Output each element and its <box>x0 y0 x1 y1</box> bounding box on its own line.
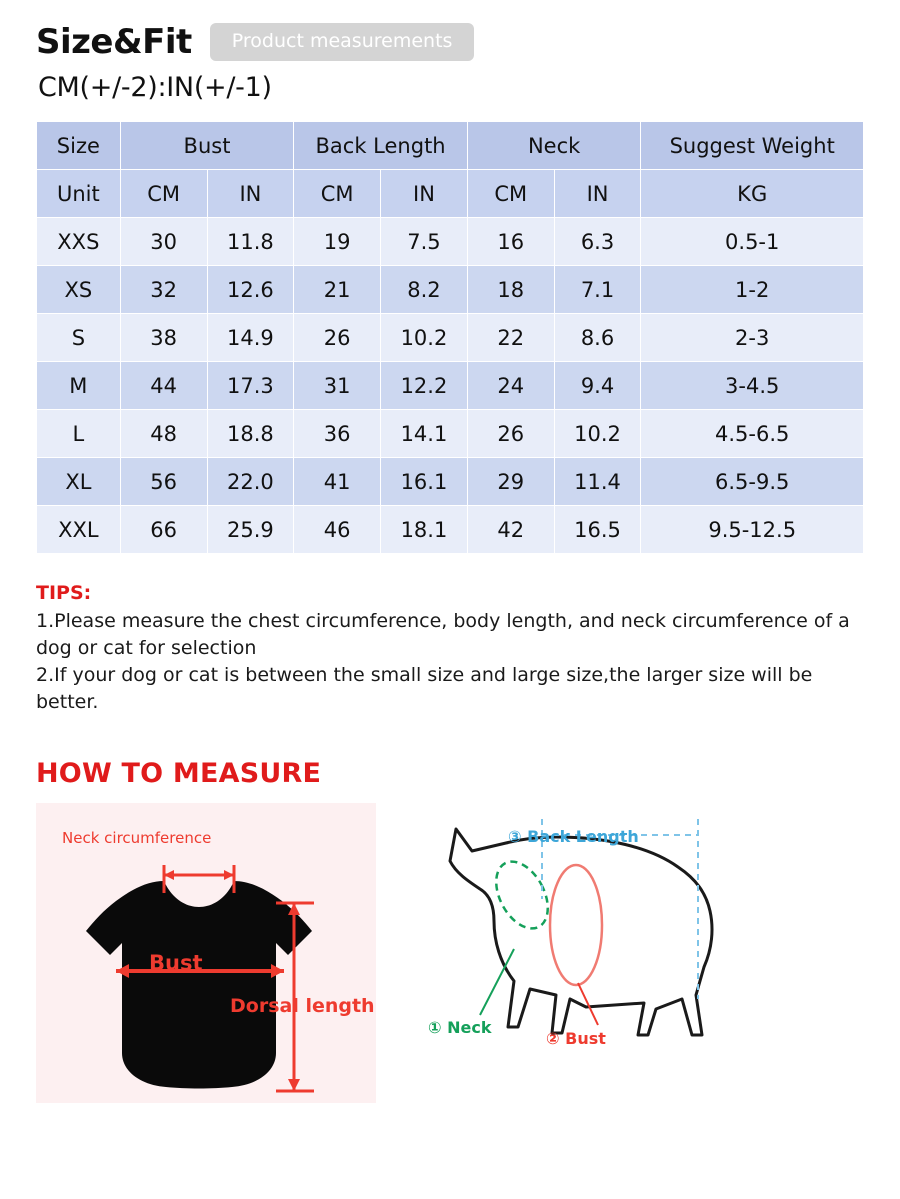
dog-diagram <box>410 803 810 1103</box>
cell-unit-back-cm: CM <box>294 170 381 218</box>
cell-bust-in: 12.6 <box>207 266 294 314</box>
label-bust: Bust <box>149 950 203 975</box>
cell-back-cm: 26 <box>294 314 381 362</box>
header-neck: Neck <box>467 122 641 170</box>
tips-heading: TIPS: <box>36 582 92 604</box>
cell-unit-back-in: IN <box>381 170 468 218</box>
cell-bust-cm: 66 <box>120 506 207 554</box>
table-row <box>37 362 864 410</box>
header-size: Size <box>37 122 121 170</box>
cell-neck-cm: 29 <box>467 458 554 506</box>
cell-size: XS <box>37 266 121 314</box>
how-to-measure-title: HOW TO MEASURE <box>36 757 322 789</box>
cell-neck-in: 8.6 <box>554 314 641 362</box>
product-measurements-badge: Product measurements <box>210 23 475 61</box>
table-header-row <box>37 122 864 170</box>
cell-bust-in: 18.8 <box>207 410 294 458</box>
cell-size: M <box>37 362 121 410</box>
table-row <box>37 458 864 506</box>
table-row <box>37 506 864 554</box>
garment-diagram <box>36 803 376 1103</box>
header-back-length: Back Length <box>294 122 468 170</box>
cell-bust-in: 25.9 <box>207 506 294 554</box>
cell-bust-in: 11.8 <box>207 218 294 266</box>
cell-weight: 4.5-6.5 <box>641 410 864 458</box>
table-row <box>37 314 864 362</box>
cell-bust-in: 14.9 <box>207 314 294 362</box>
cell-neck-in: 11.4 <box>554 458 641 506</box>
cell-neck-cm: 42 <box>467 506 554 554</box>
table-row <box>37 266 864 314</box>
cell-back-cm: 19 <box>294 218 381 266</box>
bust-measure-ellipse <box>550 865 602 985</box>
cell-back-in: 12.2 <box>381 362 468 410</box>
cell-size: XL <box>37 458 121 506</box>
cell-back-in: 18.1 <box>381 506 468 554</box>
cell-unit-neck-in: IN <box>554 170 641 218</box>
cell-bust-cm: 32 <box>120 266 207 314</box>
cell-size: XXL <box>37 506 121 554</box>
cell-unit-weight-kg: KG <box>641 170 864 218</box>
label-back-length: ③ Back Length <box>508 826 639 846</box>
cell-size: S <box>37 314 121 362</box>
cell-weight: 1-2 <box>641 266 864 314</box>
cell-neck-cm: 24 <box>467 362 554 410</box>
cell-neck-cm: 16 <box>467 218 554 266</box>
cell-back-cm: 46 <box>294 506 381 554</box>
dorsal-arrow-bottom <box>288 1079 300 1091</box>
garment-svg <box>36 803 376 1103</box>
label-bust-dog: ② Bust <box>546 1028 606 1048</box>
cell-bust-cm: 30 <box>120 218 207 266</box>
header-suggest-weight: Suggest Weight <box>641 122 864 170</box>
cell-neck-in: 10.2 <box>554 410 641 458</box>
cell-weight: 0.5-1 <box>641 218 864 266</box>
label-neck-circumference: Neck circumference <box>62 828 212 847</box>
cell-size: L <box>37 410 121 458</box>
tips-line-2: 2.If your dog or cat is between the small size and large size,the larger size will be better. <box>36 663 813 713</box>
cell-unit-neck-cm: CM <box>467 170 554 218</box>
cell-neck-cm: 18 <box>467 266 554 314</box>
shirt-shape <box>86 881 312 1089</box>
table-row <box>37 218 864 266</box>
cell-weight: 9.5-12.5 <box>641 506 864 554</box>
cell-back-in: 16.1 <box>381 458 468 506</box>
table-header <box>37 122 864 170</box>
cell-weight: 6.5-9.5 <box>641 458 864 506</box>
cell-bust-cm: 38 <box>120 314 207 362</box>
cell-unit-bust-cm: CM <box>120 170 207 218</box>
page-header <box>36 22 864 62</box>
cell-bust-cm: 44 <box>120 362 207 410</box>
tips-line-1: 1.Please measure the chest circumference, body length, and neck circumference of a dog or cat for selection <box>36 610 850 659</box>
page-title: Size&Fit <box>36 22 192 62</box>
cell-back-in: 14.1 <box>381 410 468 458</box>
header-bust: Bust <box>120 122 294 170</box>
cell-neck-in: 16.5 <box>554 506 641 554</box>
cell-bust-cm: 48 <box>120 410 207 458</box>
cell-neck-cm: 22 <box>467 314 554 362</box>
cell-unit-bust-in: IN <box>207 170 294 218</box>
dog-outline <box>450 826 712 1035</box>
cell-back-cm: 21 <box>294 266 381 314</box>
cell-neck-in: 6.3 <box>554 218 641 266</box>
table-body <box>37 170 864 554</box>
tips-section <box>36 582 876 716</box>
cell-weight: 3-4.5 <box>641 362 864 410</box>
label-neck: ① Neck <box>428 1017 492 1037</box>
table-row <box>37 410 864 458</box>
bust-arrow-right <box>271 964 284 978</box>
size-chart-table <box>36 121 864 554</box>
neck-leader-line <box>480 949 514 1015</box>
cell-size: XXS <box>37 218 121 266</box>
cell-neck-in: 7.1 <box>554 266 641 314</box>
cell-unit-label: Unit <box>37 170 121 218</box>
cell-neck-in: 9.4 <box>554 362 641 410</box>
units-subtitle: CM(+/-2):IN(+/-1) <box>38 72 272 103</box>
cell-back-cm: 36 <box>294 410 381 458</box>
cell-bust-in: 22.0 <box>207 458 294 506</box>
cell-back-cm: 31 <box>294 362 381 410</box>
cell-back-in: 8.2 <box>381 266 468 314</box>
measure-figures <box>36 803 864 1103</box>
cell-back-in: 10.2 <box>381 314 468 362</box>
cell-neck-cm: 26 <box>467 410 554 458</box>
dog-svg <box>410 803 810 1103</box>
cell-weight: 2-3 <box>641 314 864 362</box>
cell-back-in: 7.5 <box>381 218 468 266</box>
table-row-unit <box>37 170 864 218</box>
cell-bust-in: 17.3 <box>207 362 294 410</box>
cell-back-cm: 41 <box>294 458 381 506</box>
neck-measure-ellipse <box>486 853 559 937</box>
cell-bust-cm: 56 <box>120 458 207 506</box>
label-dorsal-length: Dorsal length <box>230 994 375 1017</box>
